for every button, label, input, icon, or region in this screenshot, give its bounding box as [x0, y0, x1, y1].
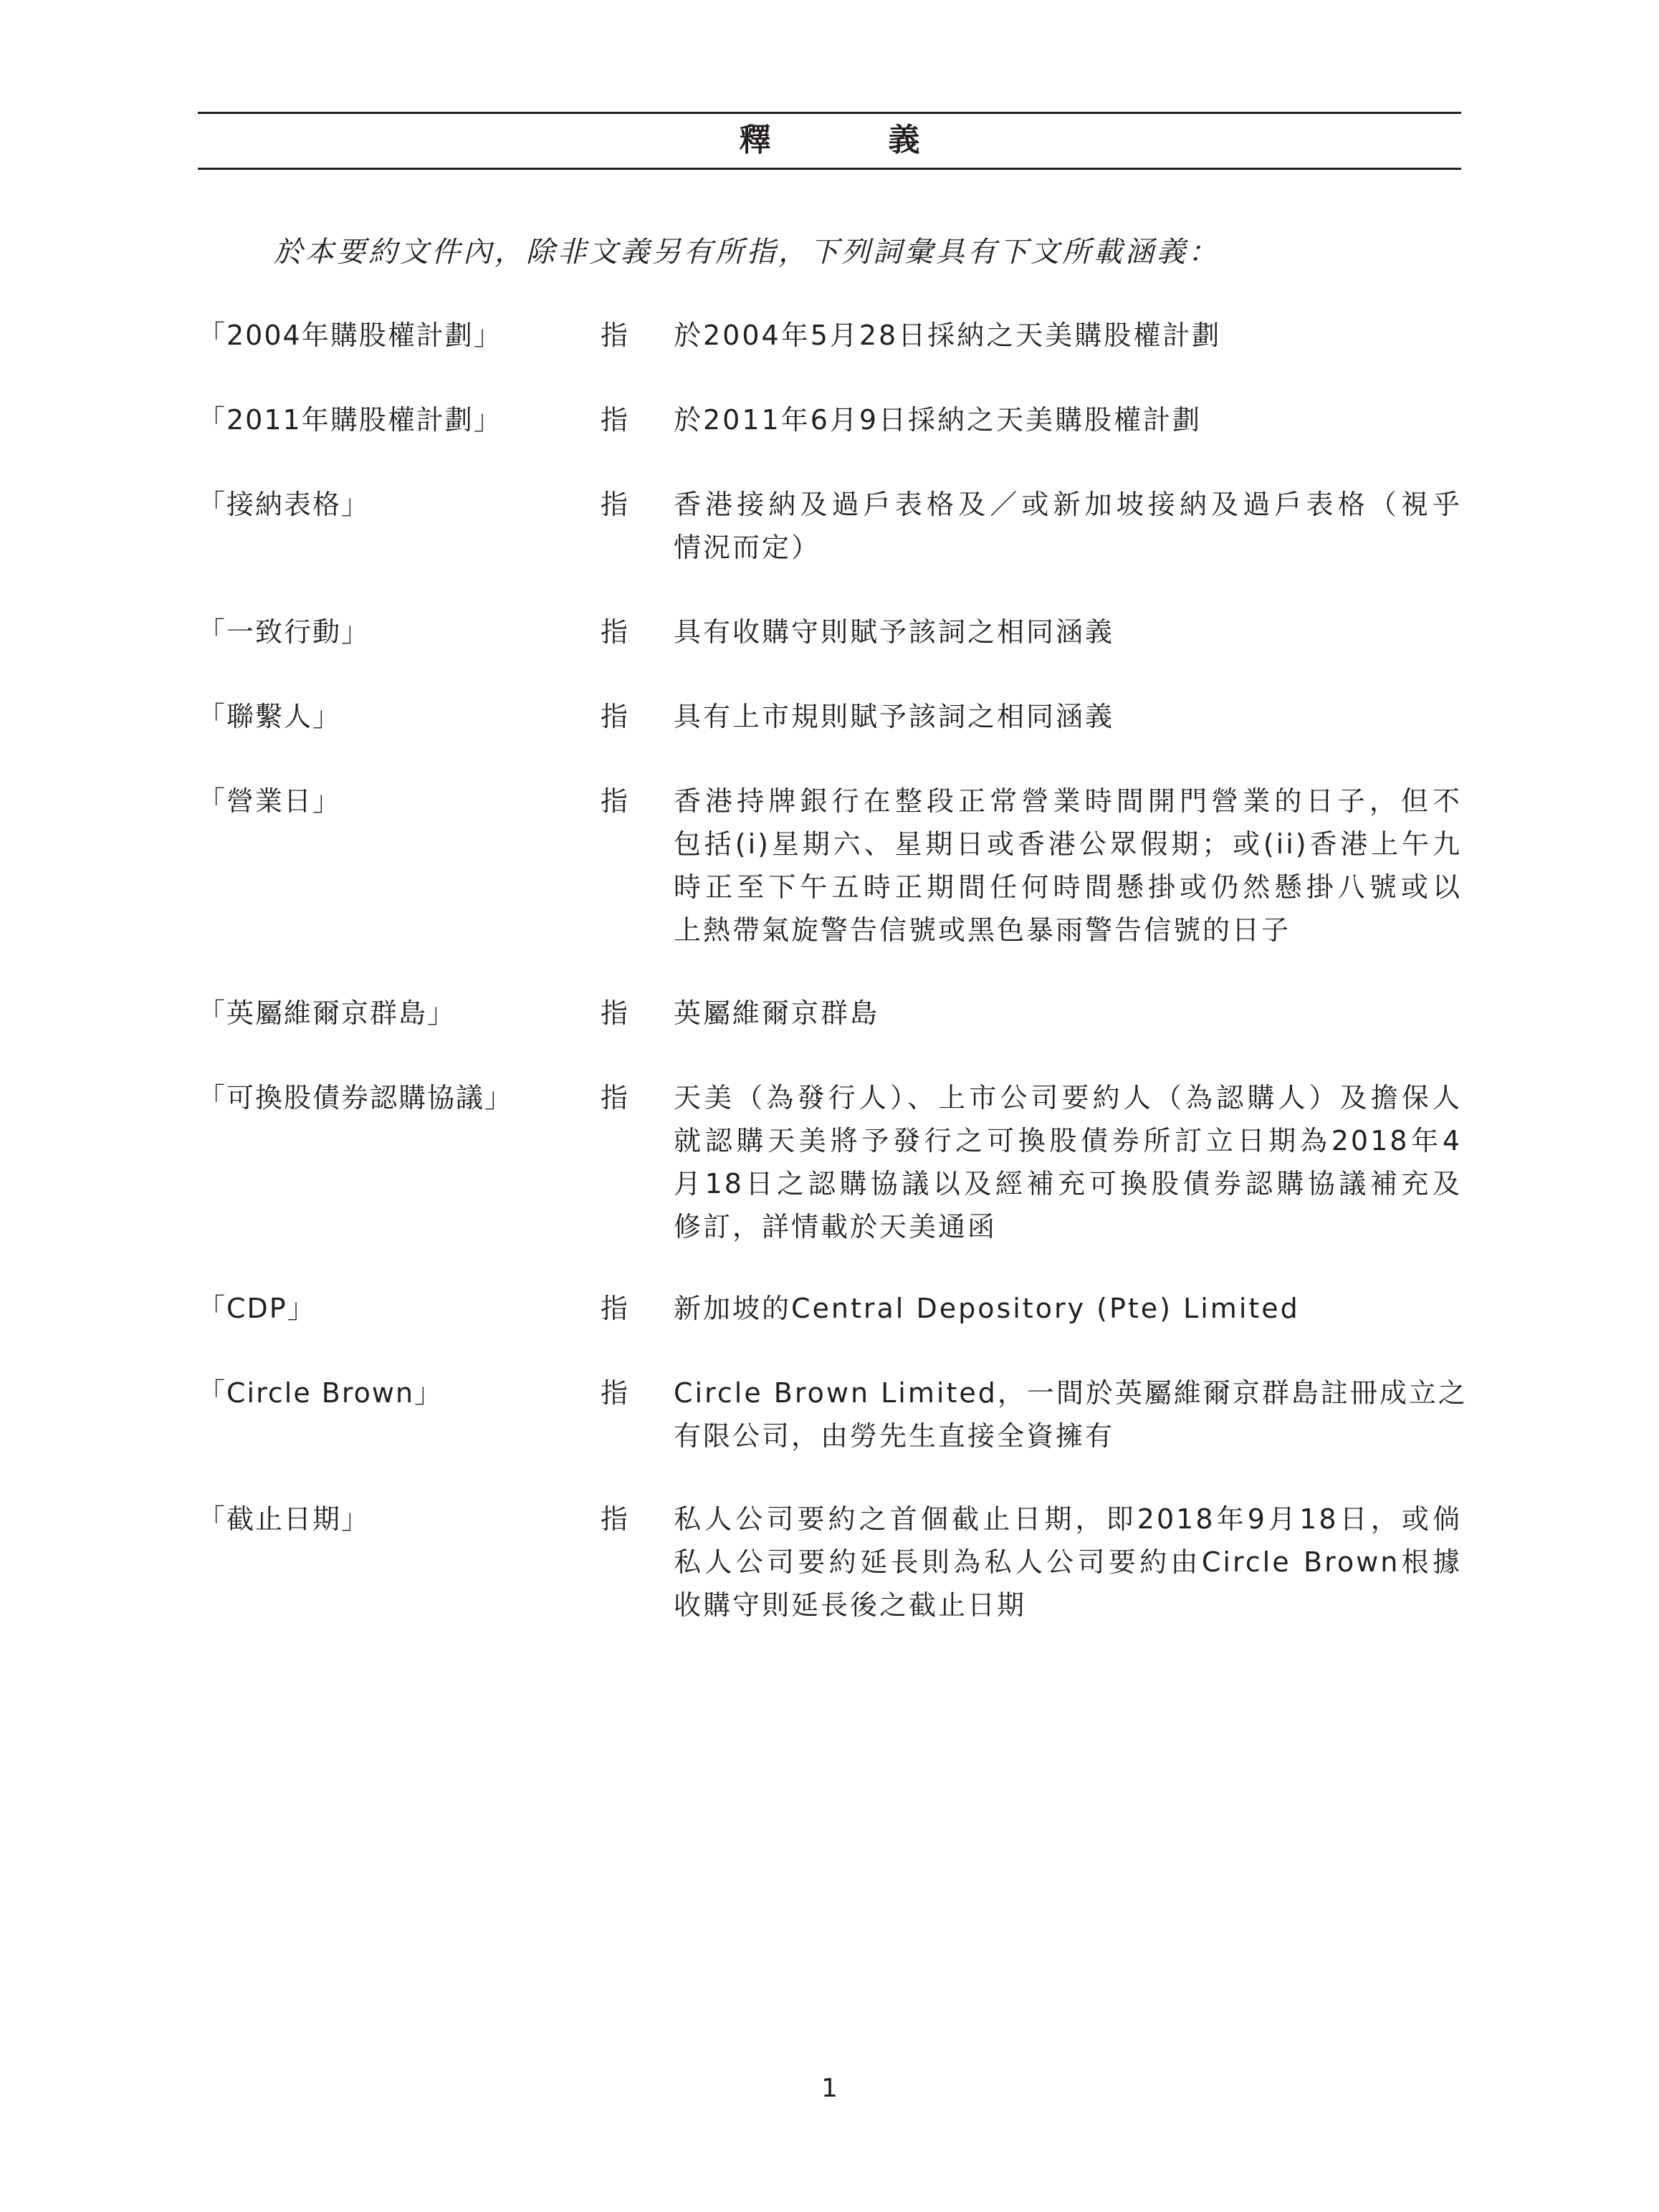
- means-label: 指: [601, 320, 628, 351]
- definition-line: 情況而定）: [674, 532, 821, 563]
- definition-term: 「英屬維爾京群島」: [198, 997, 456, 1029]
- definition-text: [674, 1076, 1462, 1248]
- definition-line: 英屬維爾京群島: [674, 997, 880, 1029]
- definition-line: 月18日之認購協議以及經補充可換股債券認購協議補充及: [674, 1168, 1462, 1200]
- definition-text: [674, 483, 1462, 569]
- means-label: 指: [601, 1503, 628, 1535]
- means-label: 指: [601, 404, 628, 436]
- definition-term: 「截止日期」: [198, 1503, 370, 1535]
- definition-line: 上熱帶氣旋警告信號或黑色暴雨警告信號的日子: [674, 914, 1291, 946]
- definition-text: [674, 780, 1462, 952]
- definition-text: [674, 1287, 1462, 1330]
- definition-term: 「營業日」: [198, 785, 342, 817]
- means-label: 指: [601, 616, 628, 648]
- definition-line: 收購守則延長後之截止日期: [674, 1589, 1027, 1621]
- means-label: 指: [601, 489, 628, 520]
- means-label: 指: [601, 1377, 628, 1409]
- definition-line: 有限公司，由勞先生直接全資擁有: [674, 1420, 1115, 1452]
- header-top-rule: [198, 112, 1461, 114]
- definition-text: [674, 398, 1462, 441]
- definition-term: 「接納表格」: [198, 489, 370, 520]
- means-label: 指: [601, 1082, 628, 1114]
- definition-line: 於2004年5月28日採納之天美購股權計劃: [674, 320, 1222, 351]
- definition-line: 私人公司要約延長則為私人公司要約由Circle Brown根據: [674, 1546, 1462, 1578]
- definition-text: [674, 992, 1462, 1035]
- definition-line: 天美（為發行人）、上市公司要約人（為認購人）及擔保人: [674, 1082, 1462, 1114]
- definition-line: 於2011年6月9日採納之天美購股權計劃: [674, 404, 1203, 436]
- definition-line: Circle Brown Limited，一間於英屬維爾京群島註冊成立之: [674, 1377, 1468, 1409]
- definition-term: 「2011年購股權計劃」: [198, 404, 502, 436]
- definition-term: 「Circle Brown」: [198, 1377, 444, 1409]
- definition-line: 具有收購守則賦予該詞之相同涵義: [674, 616, 1115, 648]
- definition-term: 「2004年購股權計劃」: [198, 320, 502, 351]
- definition-term: 「可換股債券認購協議」: [198, 1082, 514, 1114]
- definition-text: [674, 695, 1462, 738]
- page-title: 釋 義: [739, 122, 963, 158]
- means-label: 指: [601, 785, 628, 817]
- definition-line: 新加坡的Central Depository (Pte) Limited: [674, 1293, 1300, 1324]
- means-label: 指: [601, 1293, 628, 1324]
- intro-paragraph: 於本要約文件內，除非文義另有所指，下列詞彙具有下文所載涵義：: [274, 236, 1220, 269]
- definition-line: 修訂，詳情載於天美通函: [674, 1211, 998, 1243]
- definition-line: 包括(i)星期六、星期日或香港公眾假期；或(ii)香港上午九: [674, 828, 1462, 860]
- definition-text: [674, 611, 1462, 653]
- definition-term: 「一致行動」: [198, 616, 370, 648]
- definition-text: [674, 1498, 1462, 1627]
- definition-term: 「聯繫人」: [198, 701, 342, 732]
- page-number: 1: [821, 2074, 838, 2103]
- definition-line: 香港持牌銀行在整段正常營業時間開門營業的日子，但不: [674, 785, 1462, 817]
- definition-line: 就認購天美將予發行之可換股債券所訂立日期為2018年4: [674, 1125, 1462, 1157]
- definition-line: 香港接納及過戶表格及／或新加坡接納及過戶表格（視乎: [674, 489, 1462, 520]
- header-bottom-rule: [198, 168, 1461, 170]
- definition-line: 具有上市規則賦予該詞之相同涵義: [674, 701, 1115, 732]
- definition-text: [674, 314, 1462, 357]
- definition-line: 時正至下午五時正期間任何時間懸掛或仍然懸掛八號或以: [674, 871, 1462, 903]
- definition-line: 私人公司要約之首個截止日期，即2018年9月18日，或倘: [674, 1503, 1462, 1535]
- definition-term: 「CDP」: [198, 1293, 316, 1324]
- means-label: 指: [601, 997, 628, 1029]
- definition-text: [674, 1371, 1468, 1457]
- means-label: 指: [601, 701, 628, 732]
